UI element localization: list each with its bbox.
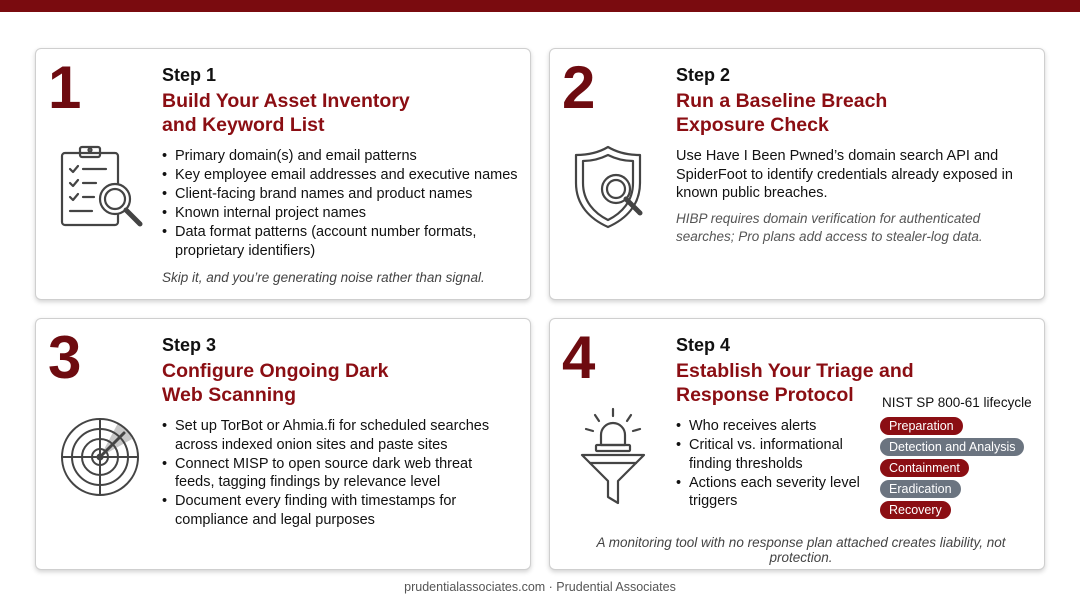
step-number: 4 xyxy=(562,324,596,391)
step-body: Use Have I Been Pwned’s domain search API and SpiderFoot to identify credentials already exposed in known public breaches. xyxy=(676,148,1013,201)
step-title: Establish Your Triage and Response Protocol xyxy=(676,360,914,406)
checklist-magnifier-icon xyxy=(56,141,148,238)
list-item: • Who receives alerts xyxy=(676,417,866,436)
step-title: Configure Ongoing Dark Web Scanning xyxy=(162,360,389,406)
step-2-card xyxy=(549,48,1045,300)
list-item: • Data format patterns (account number formats, proprietary identifiers) xyxy=(162,223,502,260)
list-item: • Set up TorBot or Ahmia.fi for scheduled searches across indexed onion sites and paste sites xyxy=(162,417,507,454)
step-note: HIBP requires domain verification for authenticated searches; Pro plans add access to stealer-log data. xyxy=(676,211,983,244)
top-accent-bar xyxy=(0,0,1080,12)
bullet-list xyxy=(162,147,522,261)
bullet-list xyxy=(676,417,866,511)
step-4-card xyxy=(549,318,1045,570)
lifecycle-badge: Recovery xyxy=(880,501,951,519)
list-item: • Key employee email addresses and executive names xyxy=(162,166,522,185)
step-note: Skip it, and you’re generating noise rather than signal. xyxy=(162,270,485,285)
step-3-card xyxy=(35,318,531,570)
list-item: • Critical vs. informational finding thresholds xyxy=(676,436,866,473)
lifecycle-badge: Detection and Analysis xyxy=(880,438,1024,456)
lifecycle-badge: Preparation xyxy=(880,417,963,435)
step-number: 3 xyxy=(48,324,82,391)
step-number: 2 xyxy=(562,54,596,121)
step-title: Build Your Asset Inventory and Keyword List xyxy=(162,90,410,136)
list-item: • Connect MISP to open source dark web threat feeds, tagging findings by relevance level xyxy=(162,455,507,492)
lifecycle-badge: Eradication xyxy=(880,480,961,498)
step-note: A monitoring tool with no response plan attached creates liability, not protection. xyxy=(596,535,1006,565)
list-item: • Client-facing brand names and product names xyxy=(162,185,522,204)
lifecycle-title: NIST SP 800-61 lifecycle xyxy=(882,395,1032,410)
step-label: Step 3 xyxy=(162,335,217,355)
step-number: 1 xyxy=(48,54,82,121)
lifecycle-badge: Containment xyxy=(880,459,969,477)
radar-icon xyxy=(58,415,142,504)
bullet-list xyxy=(162,417,507,530)
alarm-funnel-icon xyxy=(578,407,648,512)
list-item: • Primary domain(s) and email patterns xyxy=(162,147,522,166)
step-label: Step 2 xyxy=(676,65,731,85)
step-label: Step 4 xyxy=(676,335,731,355)
shield-magnifier-icon xyxy=(570,143,654,238)
step-title: Run a Baseline Breach Exposure Check xyxy=(676,90,888,136)
step-label: Step 1 xyxy=(162,65,217,85)
list-item: • Actions each severity level triggers xyxy=(676,474,866,511)
list-item: • Known internal project names xyxy=(162,204,522,223)
footer-attribution: prudentialassociates.com · Prudential Associates xyxy=(404,580,676,594)
step-1-card xyxy=(35,48,531,300)
list-item: • Document every finding with timestamps for compliance and legal purposes xyxy=(162,492,507,529)
